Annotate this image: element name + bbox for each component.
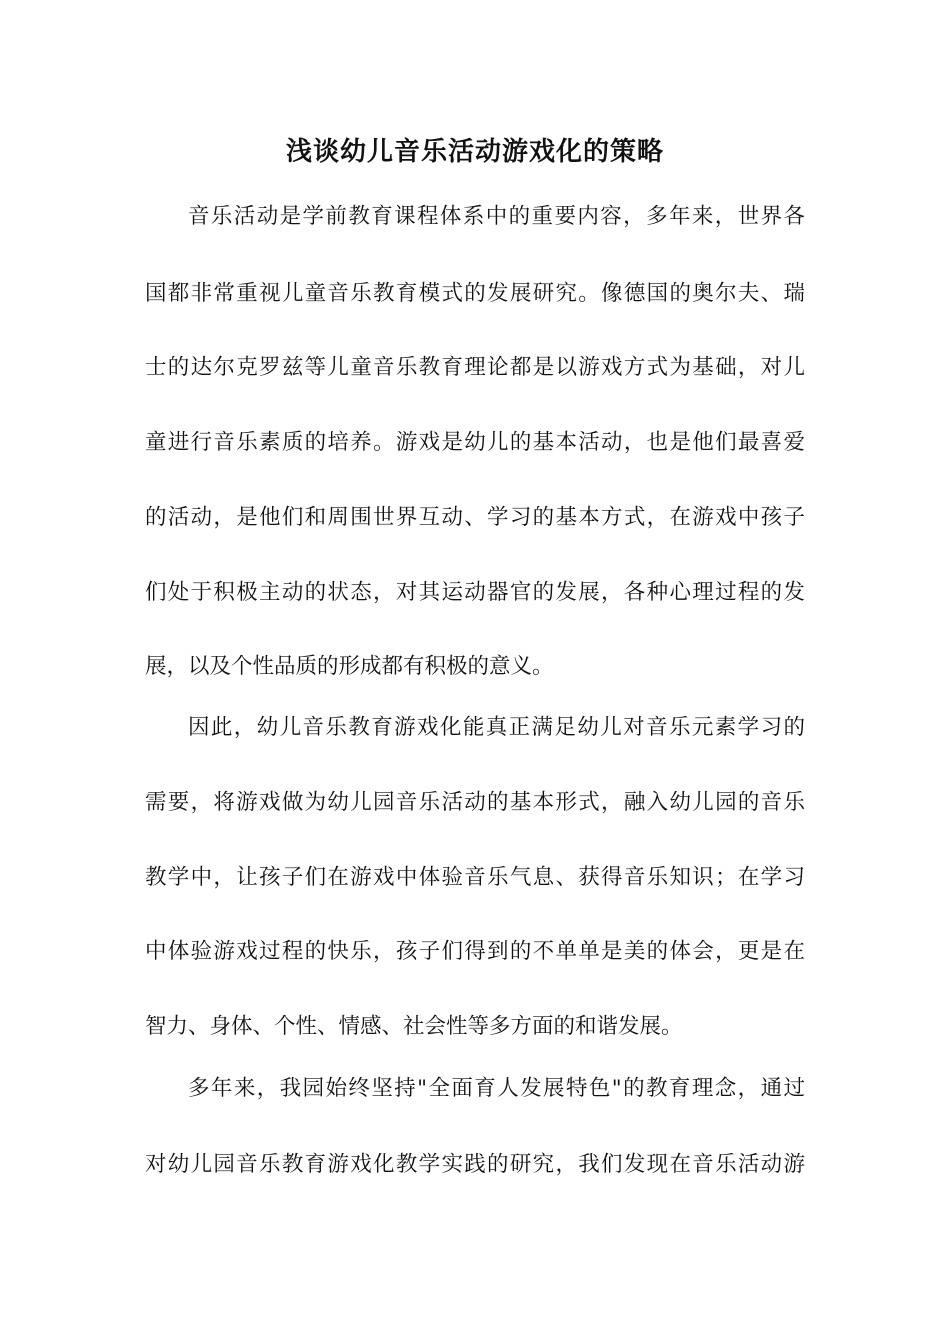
- paragraph-2-line-4: 中体验游戏过程的快乐，孩子们得到的不单单是美的体会，更是在: [145, 939, 805, 964]
- paragraph-2-line-2: 需要，将游戏做为幼儿园音乐活动的基本形式，融入幼儿园的音乐: [145, 790, 805, 815]
- paragraph-1-line-1: 音乐活动是学前教育课程体系中的重要内容，多年来，世界各: [188, 204, 805, 229]
- paragraph-1-line-6: 们处于积极主动的状态，对其运动器官的发展，各种心理过程的发: [145, 580, 805, 605]
- paragraph-2-line-1: 因此，幼儿音乐教育游戏化能真正满足幼儿对音乐元素学习的: [188, 715, 805, 740]
- paragraph-1-line-3: 士的达尔克罗兹等儿童音乐教育理论都是以游戏方式为基础，对儿: [145, 355, 805, 380]
- paragraph-1-line-5: 的活动，是他们和周围世界互动、学习的基本方式，在游戏中孩子: [145, 505, 805, 530]
- paragraph-1-line-2: 国都非常重视儿童音乐教育模式的发展研究。像德国的奥尔夫、瑞: [145, 281, 805, 306]
- document-title: 浅谈幼儿音乐活动游戏化的策略: [285, 137, 664, 167]
- paragraph-3-line-2: 对幼儿园音乐教育游戏化教学实践的研究，我们发现在音乐活动游: [145, 1152, 805, 1177]
- paragraph-3-line-1: 多年来，我园始终坚持"全面育人发展特色"的教育理念，通过: [188, 1076, 805, 1101]
- paragraph-2-line-3: 教学中，让孩子们在游戏中体验音乐气息、获得音乐知识；在学习: [145, 865, 805, 890]
- paragraph-1-line-4: 童进行音乐素质的培养。游戏是幼儿的基本活动，也是他们最喜爱: [145, 430, 805, 455]
- paragraph-1-line-7: 展，以及个性品质的形成都有积极的意义。: [145, 654, 554, 679]
- paragraph-2-line-5: 智力、身体、个性、情感、社会性等多方面的和谐发展。: [145, 1014, 683, 1039]
